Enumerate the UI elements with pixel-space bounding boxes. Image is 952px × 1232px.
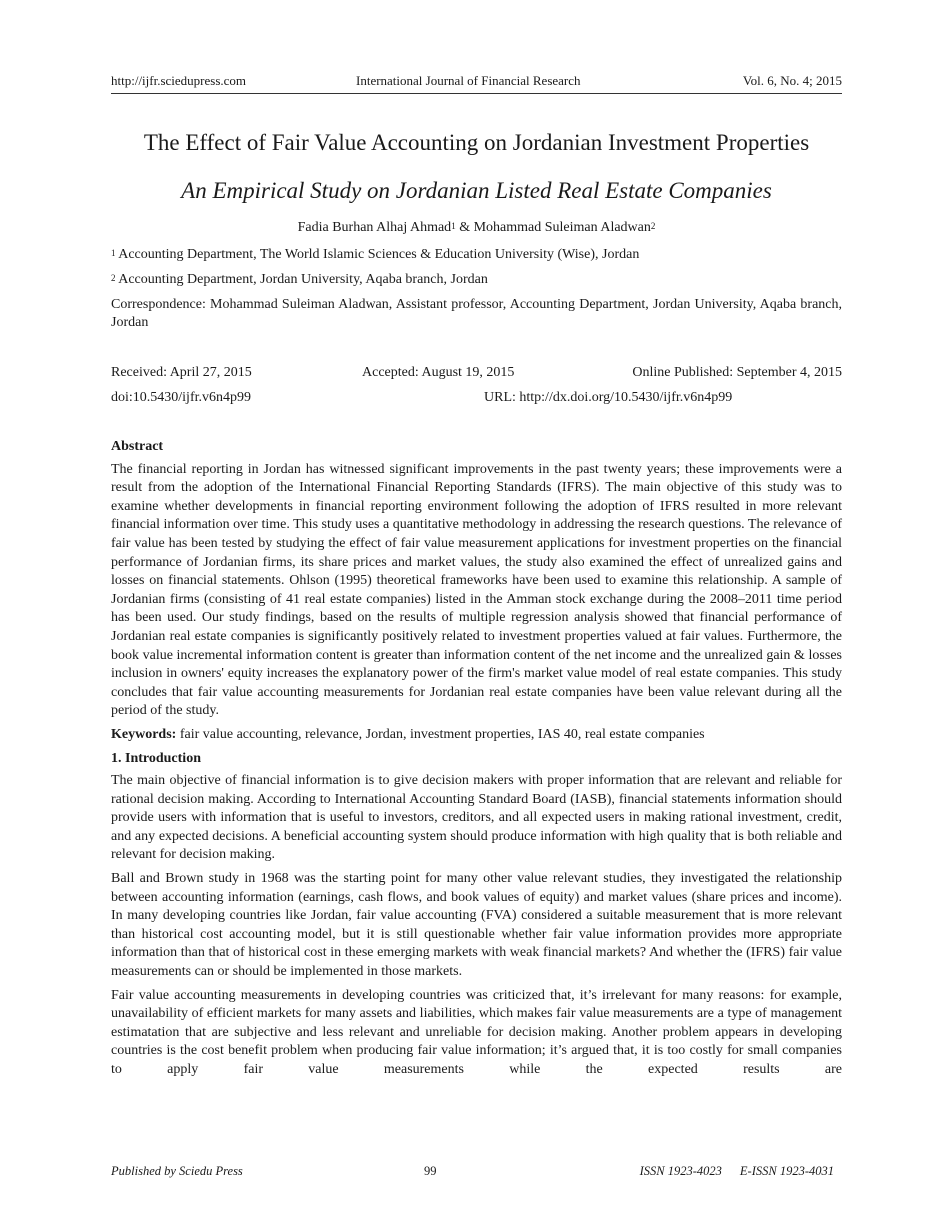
intro-paragraph-1: The main objective of financial information is to give decision makers with proper information that are relevant and reliable for rational decision making. According to International Accounting Standard Board (IASB), financial statements information should provide users with information that is useful to investors, creditors, and all expected users in making rational investment, credit, and any expected decisions. A beneficial accounting system should produce information with high quality that is both reliable and relevant for decision making. xyxy=(111,773,842,863)
header-rule xyxy=(111,93,842,94)
volume-info: Vol. 6, No. 4; 2015 xyxy=(742,73,842,88)
page-footer xyxy=(111,1164,842,1179)
issn: ISSN 1923-4023 xyxy=(639,1164,722,1178)
publication-dates xyxy=(111,364,842,382)
issn-block xyxy=(640,1164,834,1179)
journal-url[interactable]: http://ijfr.sciedupress.com xyxy=(111,73,247,88)
published-date: Online Published: September 4, 2015 xyxy=(632,365,842,380)
journal-name: International Journal of Financial Research xyxy=(356,73,581,88)
received-date: Received: April 27, 2015 xyxy=(111,365,252,380)
keywords xyxy=(111,726,842,745)
abstract-heading: Abstract xyxy=(111,439,164,454)
doi: doi:10.5430/ijfr.v6n4p99 xyxy=(111,390,251,405)
author-2: Mohammad Suleiman Aladwan xyxy=(473,220,651,235)
intro-paragraph-2: Ball and Brown study in 1968 was the starting point for many other value relevant studies, they investigated the relationship between accounting information (earnings, cash flows, and book values of equity) and market values (share prices and income). In many developing countries like Jordan, fair value accounting (FVA) considered a suitable measurement that is more relevant than historical cost accounting model, but it is still questionable whether fair value information provides more appropriate information than that of historical cost in these emerging markets with weak financial markets? And whether the (IFRS) fair value measurements can or should be implemented in those markets. xyxy=(111,871,842,980)
affiliation-1 xyxy=(111,246,842,264)
affiliation-2-text: Accounting Department, Jordan University, Aqaba branch, Jordan xyxy=(118,272,488,287)
accepted-date: Accepted: August 19, 2015 xyxy=(362,365,515,380)
introduction-heading: 1. Introduction xyxy=(111,750,201,766)
author-connector: & xyxy=(459,220,471,235)
paper-subtitle: An Empirical Study on Jordanian Listed Real Estate Companies xyxy=(181,178,772,203)
paper-body xyxy=(111,438,842,1085)
running-header xyxy=(111,73,842,89)
affiliation-1-text: Accounting Department, The World Islamic Sciences & Education University (Wise), Jordan xyxy=(118,247,640,262)
publisher: Published by Sciedu Press xyxy=(111,1164,243,1178)
affiliation-2-num: 2 xyxy=(111,273,116,283)
keywords-label: Keywords: xyxy=(111,726,177,742)
author-line xyxy=(111,219,842,237)
author-1: Fadia Burhan Alhaj Ahmad xyxy=(297,220,452,235)
doi-url-link[interactable]: URL: http://dx.doi.org/10.5430/ijfr.v6n4p99 xyxy=(484,390,733,405)
affiliation-2 xyxy=(111,271,842,289)
keywords-text: fair value accounting, relevance, Jordan, investment properties, IAS 40, real estate companies xyxy=(179,726,705,742)
page-number: 99 xyxy=(424,1164,437,1178)
intro-paragraph-3: Fair value accounting measurements in developing countries was criticized that, it’s irrelevant for many reasons: for example, unavailability of efficient markets for many assets and liabilities, which makes fair value measurements are a type of management estimatation that are subjective and less relevant and unreliable for decision making. Another problem appears in developing countries is the cost benefit problem when producing fair value information; it’s argued that, it is too costly for small companies to apply fair value measurements while the expected results are xyxy=(111,987,842,1077)
abstract-text: The financial reporting in Jordan has witnessed significant improvements in the past twenty years; these improvements were a result from the adoption of the International Financial Reporting Standards (IFRS). The main objective of this study was to examine whether developments in financial reporting environment following the adoption of IFRS resulted in more relevant financial information over time. This study uses a quantitative methodology in addressing the research questions. The relevance of fair value has been tested by studying the effect of fair value measurement applications for investment properties on the financial performance of Jordanian firms, its share prices and market values, the study also examined the effect of unrealized gains and losses on financial statements. Ohlson (1995) theoretical frameworks have been used to examine this relationship. A sample of Jordanian firms (consisting of 41 real estate companies) listed in the Amman stock exchange during the 2008–2011 time period has been used. Our study findings, based on the results of multiple regression analysis showed that financial performance of Jordanian real estate companies is significantly positively related to investment properties valued at fair values. Furthermore, the book value incremental information content is greater than information content of the net income and the unrealized gain & losses inclusion in owners' equity increases the explanatory power of the firm's market value model of real estate companies. This study concludes that fair value accounting measurements for Jordanian real estate companies have been value relevant during all the period of the study. xyxy=(111,461,842,719)
doi-row xyxy=(111,389,842,407)
affiliation-1-num: 1 xyxy=(111,248,116,258)
author-1-sup: 1 xyxy=(451,221,456,231)
author-2-sup: 2 xyxy=(650,221,656,231)
paper-title: The Effect of Fair Value Accounting on Jordanian Investment Properties xyxy=(143,130,810,155)
eissn: E-ISSN 1923-4031 xyxy=(739,1164,834,1178)
correspondence: Correspondence: Mohammad Suleiman Aladwan, Assistant professor, Accounting Department, Jordan University, Aqaba branch, Jordan xyxy=(111,297,842,330)
